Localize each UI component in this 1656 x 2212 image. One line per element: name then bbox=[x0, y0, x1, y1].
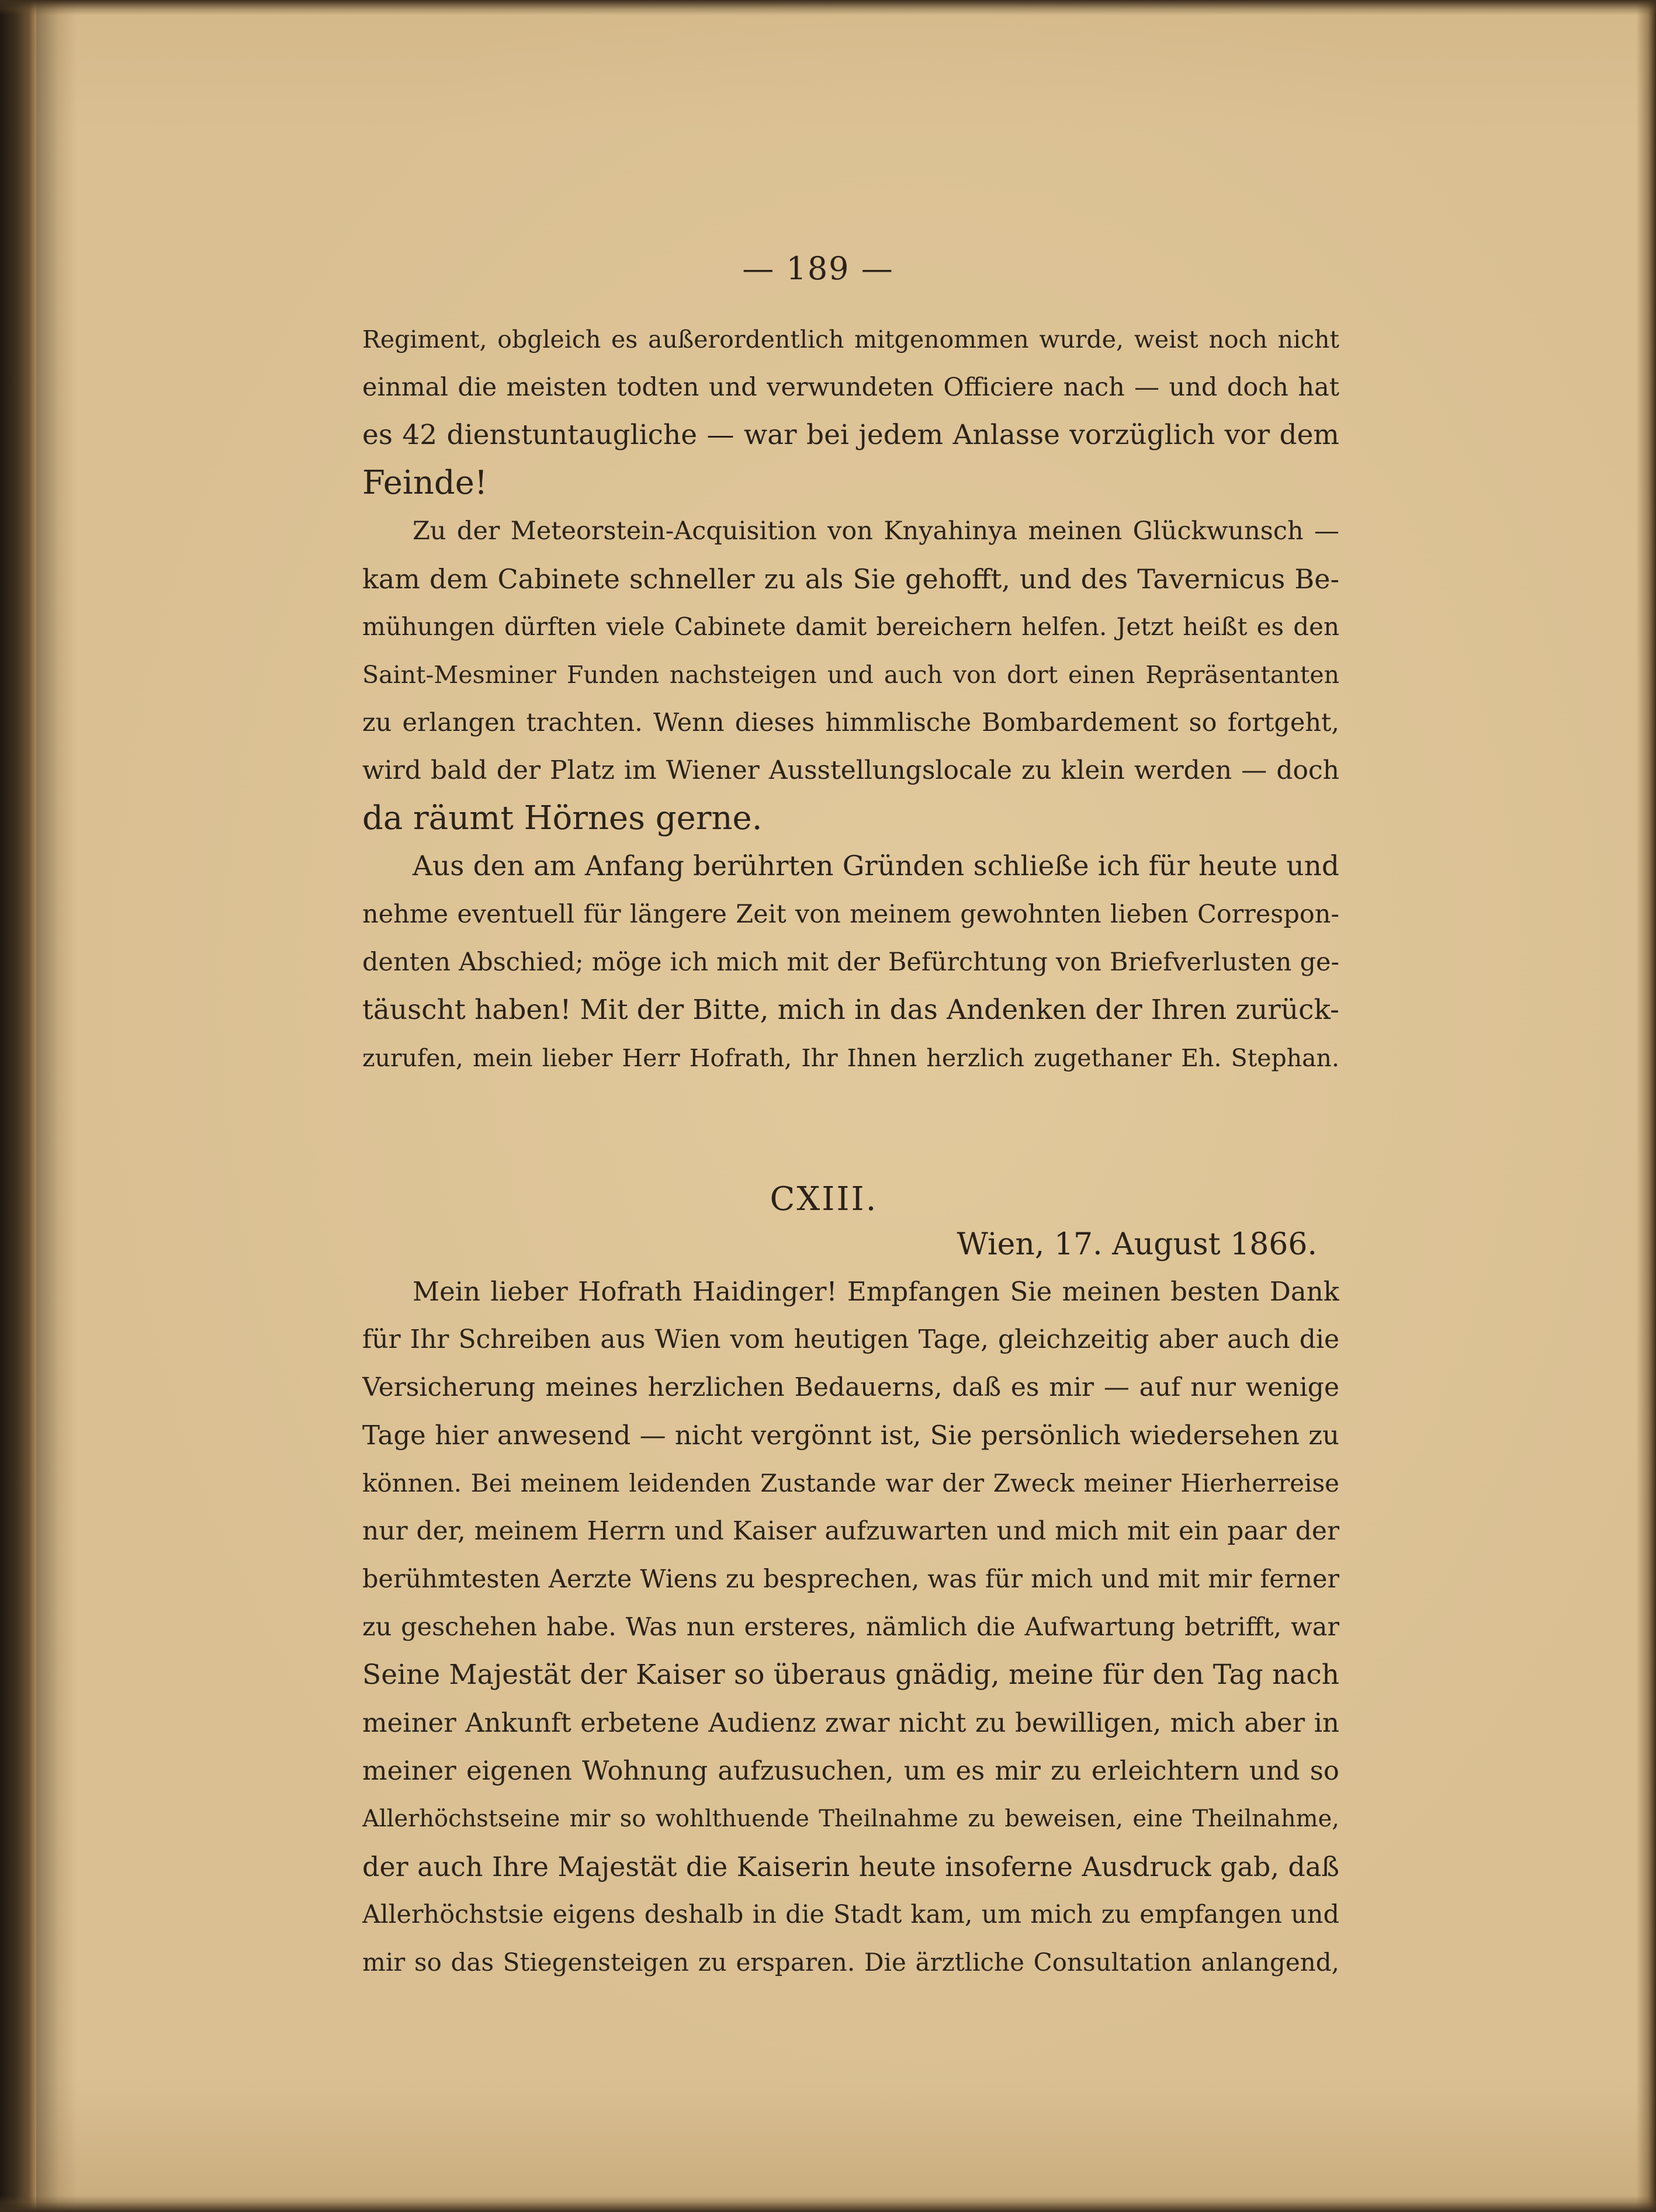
text-line: einmal die meisten todten und verwundeten Officiere nach — und doch hat bbox=[362, 373, 1339, 402]
text-line: kam dem Cabinete schneller zu als Sie gehofft, und des Tavernicus Be- bbox=[362, 563, 1339, 595]
text-line: denten Abschied; möge ich mich mit der Befürchtung von Briefverlusten ge- bbox=[362, 948, 1339, 977]
text-line: meiner eigenen Wohnung aufzusuchen, um es mir zu erleichtern und so bbox=[362, 1755, 1339, 1786]
text-line: Seine Majestät der Kaiser so überaus gnädig, meine für den Tag nach bbox=[362, 1659, 1339, 1691]
text-line: Zu der Meteorstein-Acquisition von Knyahinya meinen Glückwunsch — bbox=[413, 516, 1339, 546]
text-line: berühmtesten Aerzte Wiens zu besprechen, was für mich und mit mir ferner bbox=[362, 1565, 1339, 1594]
letter-dateline: Wien, 17. August 1866. bbox=[957, 1227, 1317, 1262]
text-line: Saint-Mesminer Funden nachsteigen und auch von dort einen Repräsentanten bbox=[362, 661, 1339, 689]
text-line: Mein lieber Hofrath Haidinger! Empfangen Sie meinen besten Dank bbox=[413, 1276, 1339, 1307]
text-line: Tage hier anwesend — nicht vergönnt ist, Sie persönlich wiedersehen zu bbox=[362, 1420, 1339, 1451]
page-bottom-edge bbox=[0, 2196, 1656, 2212]
text-line: meiner Ankunft erbetene Audienz zwar nicht zu bewilligen, mich aber in bbox=[362, 1707, 1339, 1738]
page-number: — 189 — bbox=[742, 250, 894, 287]
text-line: Feinde! bbox=[362, 464, 488, 502]
text-line: es 42 dienstuntaugliche — war bei jedem Anlasse vorzüglich vor dem bbox=[362, 419, 1339, 451]
text-line: täuscht haben! Mit der Bitte, mich in das Andenken der Ihren zurück- bbox=[362, 994, 1339, 1026]
letter-continuation-text bbox=[362, 315, 1339, 1082]
text-line: Regiment, obgleich es außerordentlich mitgenommen wurde, weist noch nicht bbox=[362, 325, 1339, 353]
gutter-shadow bbox=[36, 0, 77, 2212]
text-line: Versicherung meines herzlichen Bedauerns, daß es mir — auf nur wenige bbox=[362, 1372, 1339, 1402]
text-line: nur der, meinem Herrn und Kaiser aufzuwarten und mich mit ein paar der bbox=[362, 1516, 1339, 1546]
text-line: Aus den am Anfang berührten Gründen schließe ich für heute und bbox=[413, 850, 1339, 882]
text-line: für Ihr Schreiben aus Wien vom heutigen Tage, gleichzeitig aber auch die bbox=[362, 1325, 1339, 1354]
text-line: nehme eventuell für längere Zeit von meinem gewohnten lieben Correspon- bbox=[362, 900, 1339, 929]
page-top-edge bbox=[0, 0, 1656, 15]
text-line: wird bald der Platz im Wiener Ausstellungslocale zu klein werden — doch bbox=[362, 755, 1339, 785]
text-line: mühungen dürften viele Cabinete damit bereichern helfen. Jetzt heißt es den bbox=[362, 612, 1339, 641]
book-binding-edge bbox=[0, 0, 36, 2212]
text-line: Allerhöchstsie eigens deshalb in die Stadt kam, um mich zu empfangen und bbox=[362, 1900, 1339, 1929]
text-line: der auch Ihre Majestät die Kaiserin heute insoferne Ausdruck gab, daß bbox=[362, 1851, 1339, 1882]
text-line: mir so das Stiegensteigen zu ersparen. Die ärztliche Consultation anlangend, bbox=[362, 1948, 1339, 1977]
text-line: zu geschehen habe. Was nun ersteres, nämlich die Aufwartung betrifft, war bbox=[362, 1613, 1339, 1642]
text-line: da räumt Hörnes gerne. bbox=[362, 799, 763, 837]
text-line: zurufen, mein lieber Herr Hofrath, Ihr Ihnen herzlich zugethaner Eh. Stephan. bbox=[362, 1044, 1339, 1072]
letter-body-text bbox=[362, 1268, 1339, 1986]
section-heading: CXIII. bbox=[770, 1180, 878, 1218]
text-line: zu erlangen trachten. Wenn dieses himmlische Bombardement so fortgeht, bbox=[362, 708, 1339, 737]
page-right-edge bbox=[1636, 0, 1656, 2212]
text-line: Allerhöchstseine mir so wohlthuende Theilnahme zu beweisen, eine Theilnahme, bbox=[362, 1805, 1339, 1832]
text-line: können. Bei meinem leidenden Zustande war der Zweck meiner Hierherreise bbox=[362, 1469, 1339, 1497]
